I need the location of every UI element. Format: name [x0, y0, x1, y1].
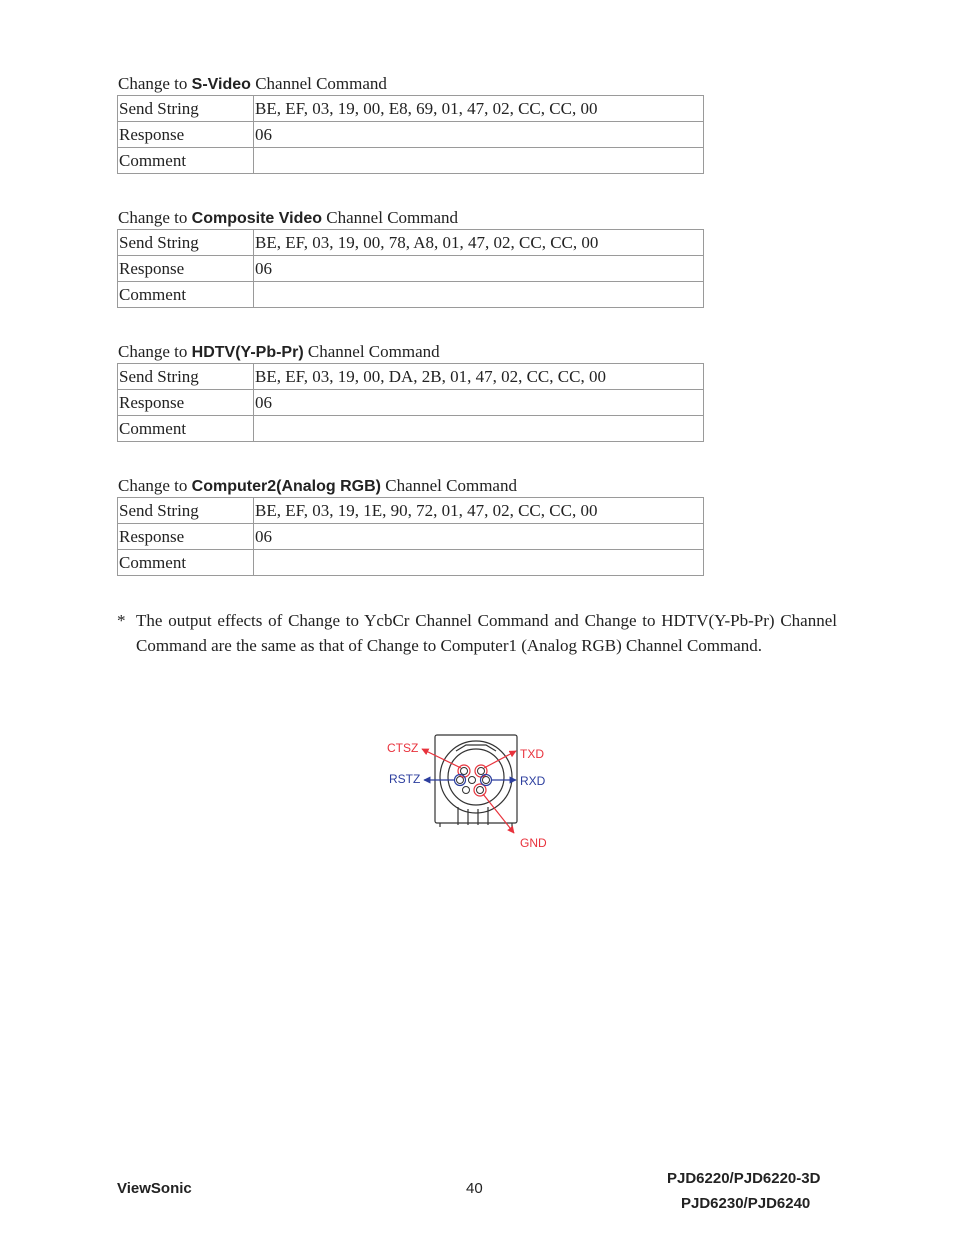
row-value: 06 — [254, 524, 704, 550]
title-prefix: Change to — [118, 208, 192, 227]
row-value: 06 — [254, 390, 704, 416]
row-value: BE, EF, 03, 19, 00, E8, 69, 01, 47, 02, CC, CC, 00 — [254, 96, 704, 122]
title-suffix: Channel Command — [250, 74, 387, 93]
table-row — [118, 416, 704, 442]
label-txd: TXD — [520, 747, 544, 761]
mini-din-connector-diagram — [380, 725, 570, 860]
row-value — [254, 148, 704, 174]
row-label: Send String — [118, 96, 254, 122]
title-prefix: Change to — [118, 476, 192, 495]
table-row — [118, 96, 704, 122]
footer-page-number: 40 — [466, 1180, 483, 1197]
footer-model-line1: PJD6220/PJD6220-3D — [667, 1170, 821, 1187]
table-row — [118, 524, 704, 550]
row-label: Comment — [118, 148, 254, 174]
footnote-text: The output effects of Change to YcbCr Channel Command and Change to HDTV(Y-Pb-Pr) Channel Command are the same as that of Change to Computer1 (Analog RGB) Channel Command. — [136, 611, 837, 655]
title-channel-name: HDTV(Y-Pb-Pr) — [191, 344, 304, 361]
table-row — [118, 230, 704, 256]
label-ctsz: CTSZ — [387, 741, 419, 755]
row-value — [254, 282, 704, 308]
title-prefix: Change to — [118, 74, 192, 93]
txd-arrow — [484, 751, 516, 768]
command-table-composite-video — [117, 229, 704, 308]
table-row — [118, 550, 704, 576]
table-row — [118, 364, 704, 390]
row-label: Send String — [118, 230, 254, 256]
row-label: Comment — [118, 416, 254, 442]
row-label: Send String — [118, 498, 254, 524]
row-value: 06 — [254, 256, 704, 282]
section-title-s-video — [118, 74, 387, 95]
row-label: Response — [118, 524, 254, 550]
row-label: Response — [118, 256, 254, 282]
section-title-hdtv — [118, 342, 440, 363]
title-channel-name: S-Video — [191, 76, 251, 93]
row-value — [254, 416, 704, 442]
row-value: BE, EF, 03, 19, 00, 78, A8, 01, 47, 02, CC, CC, 00 — [254, 230, 704, 256]
command-table-s-video — [117, 95, 704, 174]
footnote — [117, 608, 837, 658]
table-row — [118, 122, 704, 148]
command-table-hdtv — [117, 363, 704, 442]
title-channel-name: Computer2(Analog RGB) — [191, 478, 381, 495]
row-value — [254, 550, 704, 576]
section-title-computer2 — [118, 476, 517, 497]
title-suffix: Channel Command — [380, 476, 517, 495]
table-row — [118, 256, 704, 282]
table-row — [118, 498, 704, 524]
title-channel-name: Composite Video — [191, 210, 323, 227]
label-gnd: GND — [520, 836, 547, 850]
row-value: 06 — [254, 122, 704, 148]
row-label: Comment — [118, 550, 254, 576]
connector-pins — [457, 768, 490, 794]
title-suffix: Channel Command — [303, 342, 440, 361]
row-label: Send String — [118, 364, 254, 390]
table-row — [118, 148, 704, 174]
connector-housing — [435, 735, 517, 827]
row-label: Comment — [118, 282, 254, 308]
row-value: BE, EF, 03, 19, 1E, 90, 72, 01, 47, 02, CC, CC, 00 — [254, 498, 704, 524]
footer-brand: ViewSonic — [117, 1180, 192, 1197]
footer-model-line2: PJD6230/PJD6240 — [681, 1195, 811, 1212]
footnote-marker: * — [117, 611, 126, 630]
row-label: Response — [118, 390, 254, 416]
title-suffix: Channel Command — [322, 208, 459, 227]
title-prefix: Change to — [118, 342, 192, 361]
table-row — [118, 282, 704, 308]
table-row — [118, 390, 704, 416]
command-table-computer2 — [117, 497, 704, 576]
section-title-composite-video — [118, 208, 458, 229]
label-rxd: RXD — [520, 774, 546, 788]
row-label: Response — [118, 122, 254, 148]
label-rstz: RSTZ — [389, 772, 421, 786]
row-value: BE, EF, 03, 19, 00, DA, 2B, 01, 47, 02, CC, CC, 00 — [254, 364, 704, 390]
